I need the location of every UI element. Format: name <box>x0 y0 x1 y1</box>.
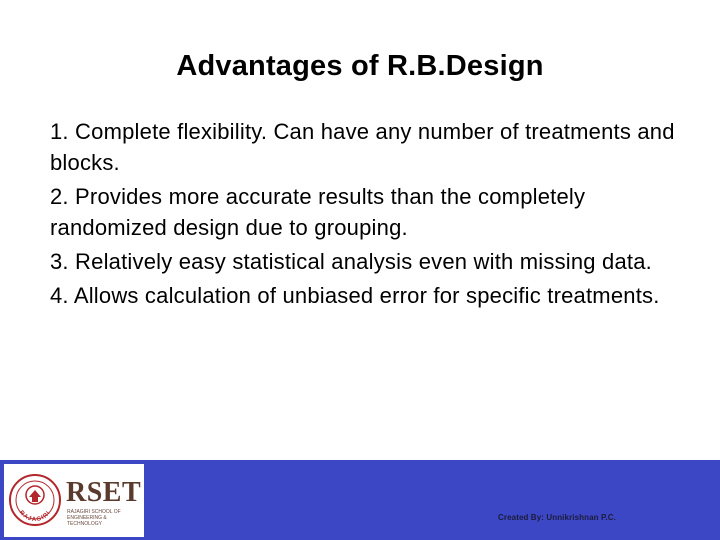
author-credit: Created By: Unnikrishnan P.C. <box>498 513 616 522</box>
logo-wordmark: RSET <box>66 477 142 508</box>
list-item: 3. Relatively easy statistical analysis even with missing data. <box>50 249 652 274</box>
slide-title: Advantages of R.B.Design <box>176 50 544 82</box>
list-item: 2. Provides more accurate results than the completely randomized design due to grouping. <box>50 184 586 240</box>
logo-subtext: RAJAGIRI SCHOOL OF ENGINEERING & TECHNOLOGY <box>67 509 121 527</box>
seal-text: RAJAGIRI <box>17 509 53 524</box>
college-seal-icon <box>8 473 62 527</box>
footer-band <box>0 460 720 540</box>
list-item: 1. Complete flexibility. Can have any number of treatments and blocks. <box>50 119 675 175</box>
list-item: 4. Allows calculation of unbiased error for specific treatments. <box>50 283 660 308</box>
rset-logo <box>4 464 144 537</box>
advantages-list <box>50 116 690 314</box>
